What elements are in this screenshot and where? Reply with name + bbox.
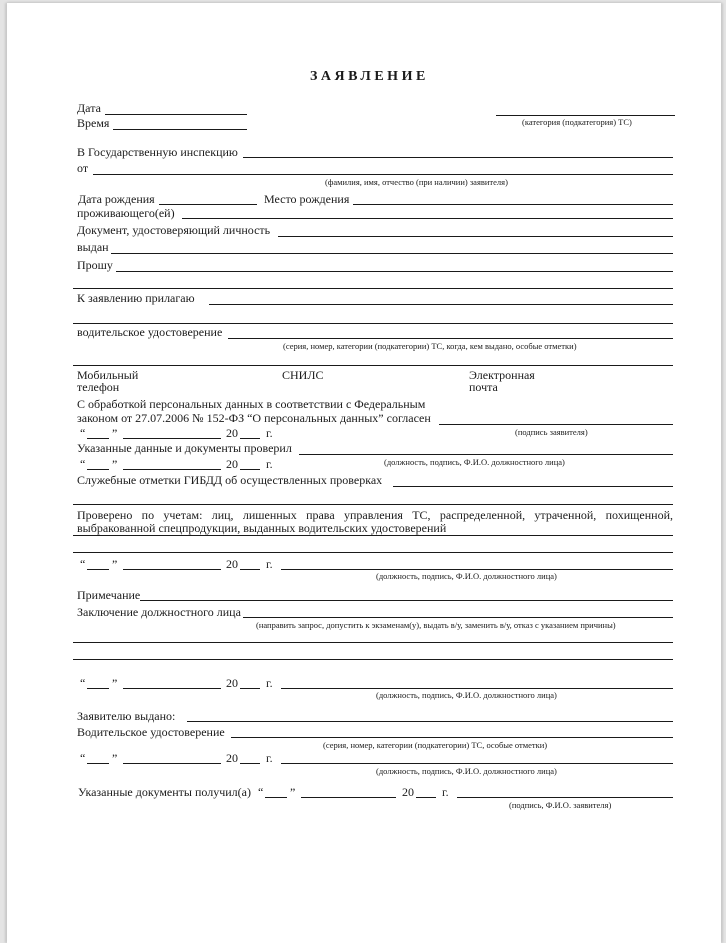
checked-text-line-2: выбракованной спецпродукции, выданных водительских удостоверений [77,521,447,535]
license-field[interactable] [228,327,673,339]
note-field[interactable] [140,589,673,601]
official-signature-field-2[interactable] [281,677,673,689]
official-hint: (должность, подпись, Ф.И.О. должностного лица) [376,690,557,700]
issued-label: выдан [77,240,109,254]
quote-open: “ [80,676,86,690]
applicant-signature-hint: (подпись заявителя) [515,427,588,437]
inspection-label: В Государственную инспекцию [77,145,238,159]
month-field-4[interactable] [123,677,221,689]
license-field-continued[interactable] [73,354,673,366]
issued-to-applicant-field[interactable] [187,710,673,722]
from-label: от [77,161,89,175]
quote-close: ” [112,557,118,571]
note-label: Примечание [77,588,141,602]
attach-field[interactable] [209,293,673,305]
quote-open: “ [80,457,86,471]
year-suffix: г. [266,557,273,571]
official-signature-field-3[interactable] [281,752,673,764]
from-field[interactable] [93,163,673,175]
category-hint: (категория (подкатегория) ТС) [522,117,632,127]
official-hint: (должность, подпись, Ф.И.О. должностного лица) [384,457,565,467]
gibdd-marks-label: Служебные отметки ГИБДД об осуществленных проверках [77,473,383,487]
month-field-5[interactable] [123,752,221,764]
year-suffix: г. [266,426,273,440]
email-label-line-1: Электронная [469,368,535,382]
official-hint: (должность, подпись, Ф.И.О. должностного лица) [376,766,557,776]
year-suffix: г. [266,676,273,690]
checked-text-line-1: Проверено по учетам: лиц, лишенных права управления ТС, распределенной, утраченной, похищенной, [77,508,673,522]
verified-label: Указанные данные и документы проверил [77,441,292,455]
gibdd-marks-field-continued[interactable] [73,493,673,505]
birth-place-label: Место рождения [264,192,350,206]
id-document-label: Документ, удостоверяющий личность [77,223,271,237]
id-document-field[interactable] [278,225,673,237]
quote-close: ” [112,751,118,765]
request-label: Прошу [77,258,113,272]
consent-text-line-2: законом от 27.07.2006 № 152-ФЗ “О персональных данных” согласен [77,411,431,425]
quote-close: ” [290,785,296,799]
attach-label: К заявлению прилагаю [77,291,195,305]
year-field-2[interactable] [240,458,260,470]
date-field[interactable] [105,103,247,115]
license-label: водительское удостоверение [77,325,223,339]
mobile-label-line-1: Мобильный [77,368,139,382]
mobile-label-line-2: телефон [77,380,120,394]
quote-open: “ [80,426,86,440]
license-hint: (серия, номер, категории (подкатегории) ТС, когда, кем выдано, особые отметки) [283,341,577,351]
birth-place-field[interactable] [353,193,673,205]
conclusion-field[interactable] [243,606,673,618]
year-field-3[interactable] [240,558,260,570]
license-label-2: Водительское удостоверение [77,725,225,739]
time-label: Время [77,116,110,130]
document-page [7,3,721,943]
received-year-field[interactable] [416,786,436,798]
issued-to-applicant-label: Заявителю выдано: [77,709,176,723]
received-month-field[interactable] [301,786,396,798]
document-title: ЗАЯВЛЕНИЕ [310,69,429,84]
year-field-1[interactable] [240,427,260,439]
issued-field[interactable] [111,242,673,254]
conclusion-field-continued-2[interactable] [73,648,673,660]
day-field-2[interactable] [87,458,109,470]
inspection-field[interactable] [243,146,673,158]
applicant-signature-field[interactable] [439,413,673,425]
day-field-1[interactable] [87,427,109,439]
time-field[interactable] [113,118,247,130]
quote-close: ” [112,676,118,690]
residing-label: проживающего(ей) [77,206,175,220]
year-field-5[interactable] [240,752,260,764]
month-field-2[interactable] [123,458,221,470]
birth-date-field[interactable] [159,193,257,205]
month-field-1[interactable] [123,427,221,439]
day-field-5[interactable] [87,752,109,764]
year-suffix: г. [266,751,273,765]
year-suffix: г. [266,457,273,471]
year-prefix: 20 [402,785,414,799]
quote-open: “ [258,785,264,799]
gibdd-marks-field[interactable] [393,475,673,487]
birth-date-label: Дата рождения [78,192,155,206]
request-field[interactable] [116,260,673,272]
year-prefix: 20 [226,751,238,765]
received-signature-field[interactable] [457,786,673,798]
residing-field[interactable] [182,207,673,219]
category-field[interactable] [496,104,675,116]
email-label-line-2: почта [469,380,498,394]
quote-close: ” [112,426,118,440]
license-hint-2: (серия, номер, категории (подкатегории) ТС, особые отметки) [323,740,548,750]
snils-label: СНИЛС [282,368,324,382]
year-suffix: г. [442,785,449,799]
verified-field[interactable] [299,443,673,455]
divider [73,535,673,536]
quote-close: ” [112,457,118,471]
received-label: Указанные документы получил(а) [78,785,251,799]
checked-field[interactable] [73,541,673,553]
conclusion-label: Заключение должностного лица [77,605,241,619]
official-hint: (должность, подпись, Ф.И.О. должностного лица) [376,571,557,581]
year-prefix: 20 [226,557,238,571]
day-field-4[interactable] [87,677,109,689]
official-signature-field-1[interactable] [281,558,673,570]
conclusion-hint: (направить запрос, допустить к экзаменам(у), выдать в/у, заменить в/у, отказ с указанием причины) [256,620,616,630]
license-field-2[interactable] [231,726,673,738]
date-label: Дата [77,101,101,115]
request-field-continued[interactable] [73,277,673,289]
year-field-4[interactable] [240,677,260,689]
received-hint: (подпись, Ф.И.О. заявителя) [509,800,612,810]
day-field-3[interactable] [87,558,109,570]
quote-open: “ [80,751,86,765]
year-prefix: 20 [226,426,238,440]
received-day-field[interactable] [265,786,287,798]
conclusion-field-continued-1[interactable] [73,631,673,643]
quote-open: “ [80,557,86,571]
fio-hint: (фамилия, имя, отчество (при наличии) заявителя) [325,177,508,187]
attach-field-continued[interactable] [73,312,673,324]
consent-text-line-1: С обработкой персональных данных в соответствии с Федеральным [77,397,426,411]
year-prefix: 20 [226,457,238,471]
year-prefix: 20 [226,676,238,690]
month-field-3[interactable] [123,558,221,570]
